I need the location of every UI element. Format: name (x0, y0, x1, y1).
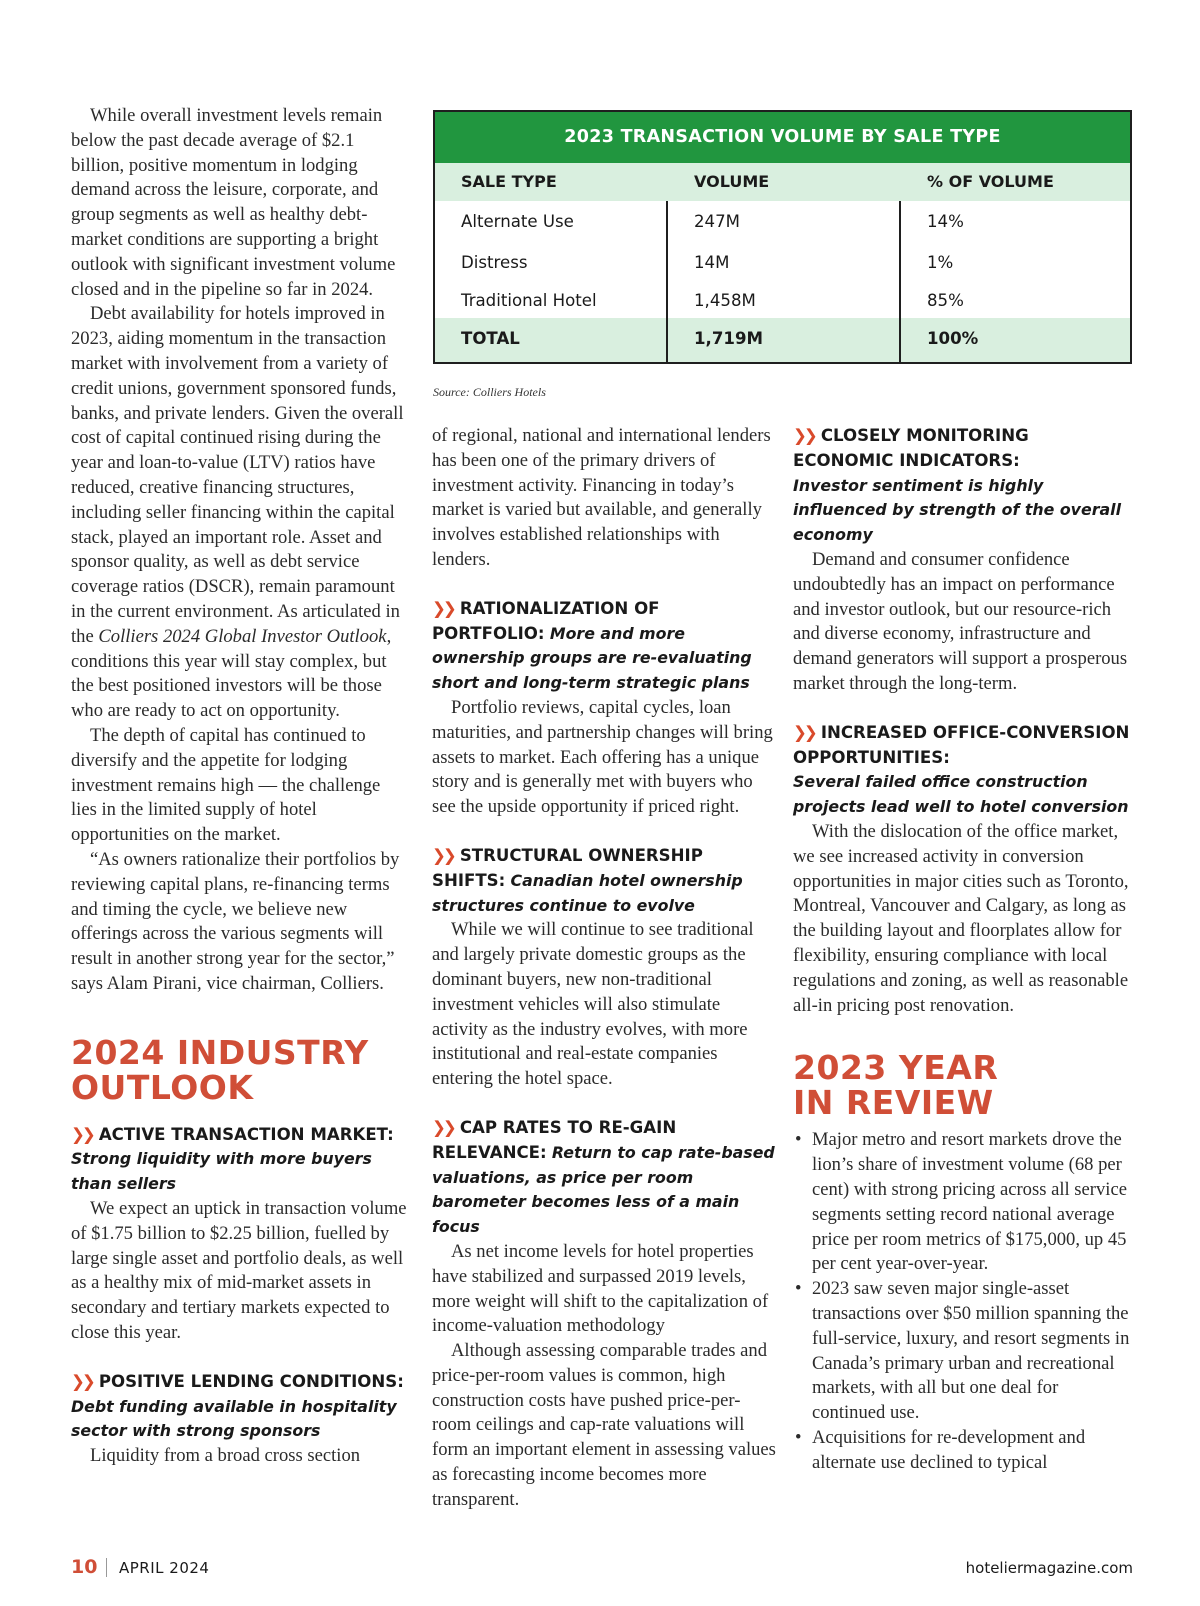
section-title-outlook (71, 1032, 407, 1107)
table-row (435, 242, 1130, 283)
paragraph: Although assessing comparable trades and price-per-room values is common, high construction costs have pushed price-per-room ceilings and cap-rate valuations will form an important element in assessing values as forecasting income becomes more transparent. (432, 1340, 776, 1510)
subhead-label: STRUCTURAL OWNERSHIP SHIFTS: (432, 845, 703, 890)
subhead-tagline: Debt funding available in hospitality sector with strong sponsors (71, 1396, 397, 1441)
paragraph: With the dislocation of the office market, we see increased activity in conversion opportunities in major cities such as Toronto, Montreal, Vancouver and Calgary, as long as the building layout and floorplates allow for flexibility, ensuring compliance with local regulations and zoning, as well as reasonable all-in pricing post renovation. (793, 820, 1129, 1016)
table-cell: 1,719M (694, 329, 764, 348)
title-line: IN REVIEW (793, 1083, 994, 1123)
header-volume: VOLUME (694, 172, 770, 191)
subhead-economic-indicators (793, 424, 1133, 548)
transaction-volume-table (433, 110, 1132, 364)
subhead-label: INCREASED OFFICE-CONVERSION OPPORTUNITIES: (793, 722, 1130, 767)
table-cell: 1,458M (694, 291, 756, 310)
subhead-cap-rates (432, 1116, 776, 1240)
column-2 (432, 424, 776, 1513)
chevron-icon: ❯❯ (793, 426, 815, 445)
paragraph: Demand and consumer confidence undoubtedly has an impact on performance and investor outlook, but our resource-rich and diverse economy, infrastructure and demand generators will support a prosperous market through the long-term. (793, 548, 1128, 694)
subhead-label: CLOSELY MONITORING ECONOMIC INDICATORS: (793, 426, 1029, 470)
subhead-label: RATIONALIZATION OF PORTFOLIO: (432, 598, 660, 643)
title-line: 2024 INDUSTRY (71, 1032, 369, 1072)
subhead-positive-lending (71, 1370, 407, 1444)
text-span: , conditions this year will stay complex, but the best positioned investors will be those who are ready to act on opportunity. (71, 625, 392, 722)
header-percent: % OF VOLUME (927, 172, 1054, 191)
chevron-icon: ❯❯ (71, 1124, 93, 1144)
table-cell: Traditional Hotel (461, 291, 597, 310)
text-span: Debt availability for hotels improved in 2023, aiding momentum in the transaction market with involvement from a variety of credit unions, government sponsored funds, banks, and private lenders. Given the overall cost of capital continued rising during the year and loan-to-value (LTV) ratios have reduced, creative financing structures, including seller financing within the capital stack, played an important role. Asset and sponsor quality, as well as debt service coverage ratios (DSCR), remain paramount in the current environment. As articulated in the (71, 303, 404, 647)
table-source: Source: Colliers Hotels (433, 385, 546, 399)
column-1 (71, 104, 407, 1469)
table-row (435, 201, 1130, 242)
table-row (435, 283, 1130, 318)
subhead-tagline: Strong liquidity with more buyers than sellers (71, 1149, 372, 1194)
table-header-row (435, 163, 1130, 201)
list-item: • 2023 saw seven major single-asset transactions over $50 million spanning the full-service, luxury, and resort segments in Canada’s primary urban and recreational markets, with all but one deal for continued use. (793, 1277, 1133, 1426)
table-cell: Distress (461, 253, 528, 272)
subhead-tagline: Canadian hotel ownership structures continue to evolve (432, 870, 743, 915)
table-cell: 247M (694, 212, 740, 231)
table-cell: TOTAL (461, 329, 520, 348)
section-title-year-in-review (793, 1048, 1133, 1123)
subhead-label: CAP RATES TO RE-GAIN RELEVANCE: (432, 1117, 677, 1162)
table-divider (666, 201, 668, 362)
paragraph: “As owners rationalize their portfolios by reviewing capital plans, re-financing terms and timing the cycle, we believe new offerings across the various segments will result in another strong year for the sector,” says Alam Pirani, vice chairman, Colliers. (71, 848, 400, 994)
subhead-rationalization (432, 597, 776, 696)
paragraph: We expect an uptick in transaction volume of $1.75 billion to $2.25 billion, fuelled by large single asset and portfolio deals, as well as a healthy mix of mid-market assets in secondary and tertiary markets expected to close this year. (71, 1198, 407, 1344)
page-number: 10 (71, 1556, 98, 1578)
subhead-tagline: Investor sentiment is highly influenced by strength of the overall economy (793, 475, 1121, 545)
website-link[interactable]: hoteliermagazine.com (965, 1559, 1133, 1577)
header-sale-type: SALE TYPE (461, 172, 557, 191)
paragraph: As net income levels for hotel properties have stabilized and surpassed 2019 levels, more weight will shift to the capitalization of income-valuation methodology (432, 1240, 769, 1337)
paragraph: of regional, national and international lenders has been one of the primary drivers of investment activity. Financing in today’s market is varied but available, and generally involves established relationships with lenders. (432, 425, 771, 570)
chevron-icon: ❯❯ (432, 845, 454, 865)
page-footer (71, 1556, 1133, 1586)
issue-date: APRIL 2024 (119, 1559, 210, 1577)
chevron-icon: ❯❯ (71, 1371, 93, 1391)
subhead-active-transaction (71, 1123, 407, 1197)
paragraph (71, 302, 407, 724)
title-line: 2023 YEAR (793, 1048, 999, 1088)
table-title: 2023 TRANSACTION VOLUME BY SALE TYPE (435, 112, 1130, 163)
paragraph: The depth of capital has continued to diversify and the appetite for lodging investment remains high — the challenge lies in the limited supply of hotel opportunities on the market. (71, 724, 381, 846)
paragraph: While we will continue to see traditional and largely private domestic groups as the dominant buyers, new non-traditional investment vehicles will also stimulate activity as the industry evolves, with more institutional and real-estate companies entering the hotel space. (432, 919, 754, 1090)
paragraph: While overall investment levels remain below the past decade average of $2.1 billion, positive momentum in lodging demand across the leisure, corporate, and group segments as well as healthy debt-market conditions are supporting a bright outlook with significant investment volume closed and in the pipeline so far in 2024. (71, 105, 396, 300)
title-line: OUTLOOK (71, 1067, 254, 1107)
chevron-icon: ❯❯ (432, 598, 454, 618)
subhead-tagline: Return to cap rate-based valuations, as price per room barometer becomes less of a main focus (432, 1142, 775, 1237)
paragraph: Liquidity from a broad cross section (90, 1445, 361, 1467)
subhead-label: POSITIVE LENDING CONDITIONS: (98, 1371, 404, 1391)
table-cell: 100% (927, 329, 979, 348)
table-total-row (435, 318, 1130, 362)
column-3 (793, 424, 1133, 1475)
subhead-office-conversion (793, 721, 1133, 820)
subhead-tagline: More and more ownership groups are re-evaluating short and long-term strategic plans (432, 623, 752, 693)
publication-title: Colliers 2024 Global Investor Outlook (98, 625, 387, 647)
paragraph: Portfolio reviews, capital cycles, loan maturities, and partnership changes will bring assets to market. Each offering has a unique story and is generally met with buyers who see the upside opportunity if priced right. (432, 696, 773, 818)
list-item: • Acquisitions for re-development and alternate use declined to typical (793, 1426, 1133, 1476)
footer-divider (106, 1558, 107, 1577)
table-cell: Alternate Use (461, 212, 574, 231)
subhead-structural-ownership (432, 844, 776, 918)
subhead-tagline: Several failed office construction projects lead well to hotel conversion (793, 772, 1129, 817)
review-bullet-list (793, 1128, 1133, 1475)
list-item: • Major metro and resort markets drove the lion’s share of investment volume (68 per cent) with strong pricing across all service segments setting record national average price per room metrics of $175,000, up 45 per cent year-over-year. (793, 1128, 1133, 1277)
table-cell: 14% (927, 212, 964, 231)
chevron-icon: ❯❯ (432, 1117, 454, 1137)
subhead-label: ACTIVE TRANSACTION MARKET: (98, 1124, 394, 1144)
chevron-icon: ❯❯ (793, 722, 815, 742)
table-cell: 85% (927, 291, 964, 310)
table-divider (899, 201, 901, 362)
table-cell: 1% (927, 253, 954, 272)
table-cell: 14M (694, 253, 730, 272)
